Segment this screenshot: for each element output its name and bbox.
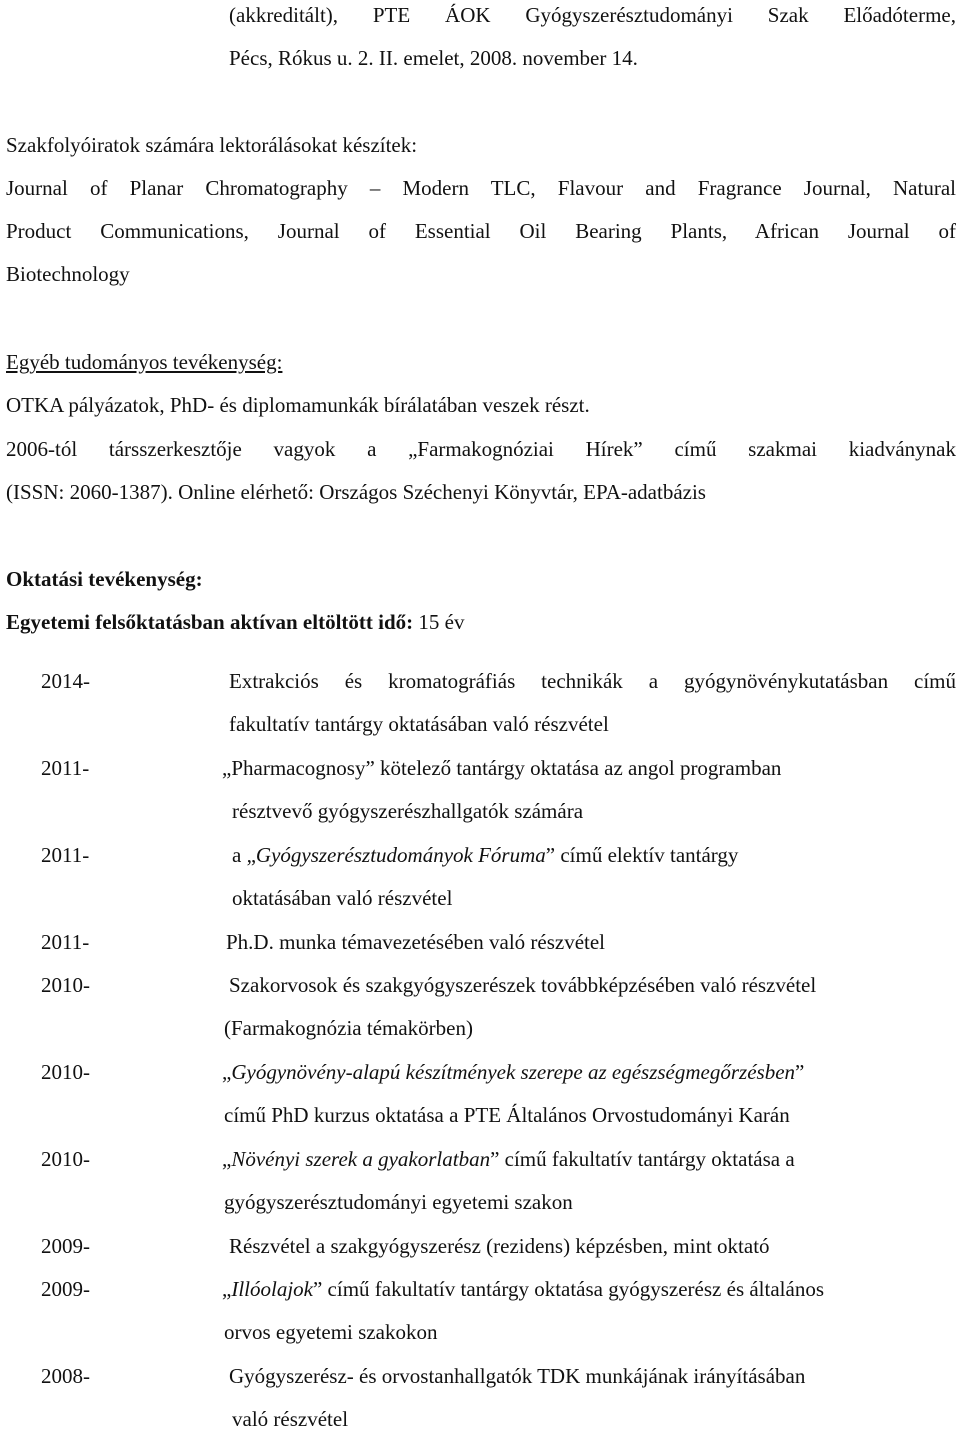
reviews-line-1: Journal of Planar Chromatography – Modern TLC, Flavour and Fragrance Journal, Natural	[6, 176, 956, 200]
entry-line-1: Szakorvosok és szakgyógyszerészek továbbképzésében való részvétel	[229, 973, 817, 997]
other-activity-line-1: OTKA pályázatok, PhD- és diplomamunkák bírálatában veszek részt.	[6, 393, 590, 417]
entry-year: 2011-	[41, 756, 90, 780]
entry-line-1	[222, 1146, 795, 1172]
entry-text: „	[222, 1060, 232, 1084]
entry-line-1: Ph.D. munka témavezetésében való részvétel	[226, 930, 606, 954]
entry-line-2: résztvevő gyógyszerészhallgatók számára	[232, 799, 584, 823]
entry-line-2: című PhD kurzus oktatása a PTE Általános Orvostudományi Karán	[224, 1103, 790, 1127]
entry-line-1	[222, 1059, 804, 1085]
entry-text: ” című fakultatív tantárgy oktatása a	[490, 1147, 795, 1171]
entry-text: ”	[795, 1060, 805, 1084]
teaching-time-value: 15 év	[413, 610, 465, 634]
other-activity-heading: Egyéb tudományos tevékenység:	[6, 350, 283, 374]
entry-line-2: való részvétel	[232, 1407, 349, 1431]
entry-text: „	[222, 1277, 232, 1301]
entry-text: a „	[232, 843, 256, 867]
entry-line-1	[222, 1276, 824, 1302]
course-title: Gyógyszerésztudományok Fóruma	[255, 843, 546, 867]
entry-year: 2009-	[41, 1277, 90, 1301]
entry-line-1: Extrakciós és kromatográfiás technikák a gyógynövénykutatásban című	[229, 669, 956, 693]
entry-line-1: Gyógyszerész- és orvostanhallgatók TDK munkájának irányításában	[229, 1364, 806, 1388]
continuation-line-2: Pécs, Rókus u. 2. II. emelet, 2008. november 14.	[229, 46, 638, 70]
teaching-heading: Oktatási tevékenység:	[6, 567, 203, 591]
entry-year: 2011-	[41, 843, 90, 867]
reviews-line-3: Biotechnology	[6, 262, 130, 286]
entry-text: „	[222, 1147, 232, 1171]
course-title: Növényi szerek a gyakorlatban	[231, 1147, 491, 1171]
entry-year: 2010-	[41, 973, 90, 997]
teaching-time-line	[6, 609, 464, 635]
entry-year: 2010-	[41, 1060, 90, 1084]
entry-text: ” című elektív tantárgy	[545, 843, 739, 867]
course-title: Illóolajok	[231, 1277, 313, 1301]
teaching-time-label: Egyetemi felsőktatásban aktívan eltöltött idő:	[6, 610, 414, 634]
entry-text: ” című fakultatív tantárgy oktatása gyógyszerész és általános	[312, 1277, 824, 1301]
reviews-heading: Szakfolyóiratok számára lektorálásokat készítek:	[6, 133, 418, 157]
entry-line-2: fakultatív tantárgy oktatásában való részvétel	[229, 712, 609, 736]
reviews-line-2: Product Communications, Journal of Essential Oil Bearing Plants, African Journal of	[6, 219, 956, 243]
other-activity-line-3: (ISSN: 2060-1387). Online elérhető: Országos Széchenyi Könyvtár, EPA-adatbázis	[6, 480, 706, 504]
entry-year: 2014-	[41, 669, 90, 693]
entry-line-2: oktatásában való részvétel	[232, 886, 453, 910]
continuation-line-1: (akkreditált), PTE ÁOK Gyógyszerésztudományi Szak Előadóterme,	[229, 3, 956, 27]
entry-line-1: Részvétel a szakgyógyszerész (rezidens) képzésben, mint oktató	[229, 1234, 770, 1258]
entry-line-1	[232, 842, 738, 868]
entry-line-2: (Farmakognózia témakörben)	[224, 1016, 473, 1040]
entry-year: 2009-	[41, 1234, 90, 1258]
course-title: Gyógynövény-alapú készítmények szerepe az egészségmegőrzésben	[231, 1060, 796, 1084]
entry-year: 2010-	[41, 1147, 90, 1171]
other-activity-line-2: 2006-tól társszerkesztője vagyok a „Farmakognóziai Hírek” című szakmai kiadványnak	[6, 437, 956, 461]
entry-year: 2008-	[41, 1364, 90, 1388]
entry-year: 2011-	[41, 930, 90, 954]
entry-line-2: orvos egyetemi szakokon	[224, 1320, 438, 1344]
entry-line-2: gyógyszerésztudományi egyetemi szakon	[224, 1190, 573, 1214]
entry-line-1: „Pharmacognosy” kötelező tantárgy oktatása az angol programban	[222, 756, 782, 780]
